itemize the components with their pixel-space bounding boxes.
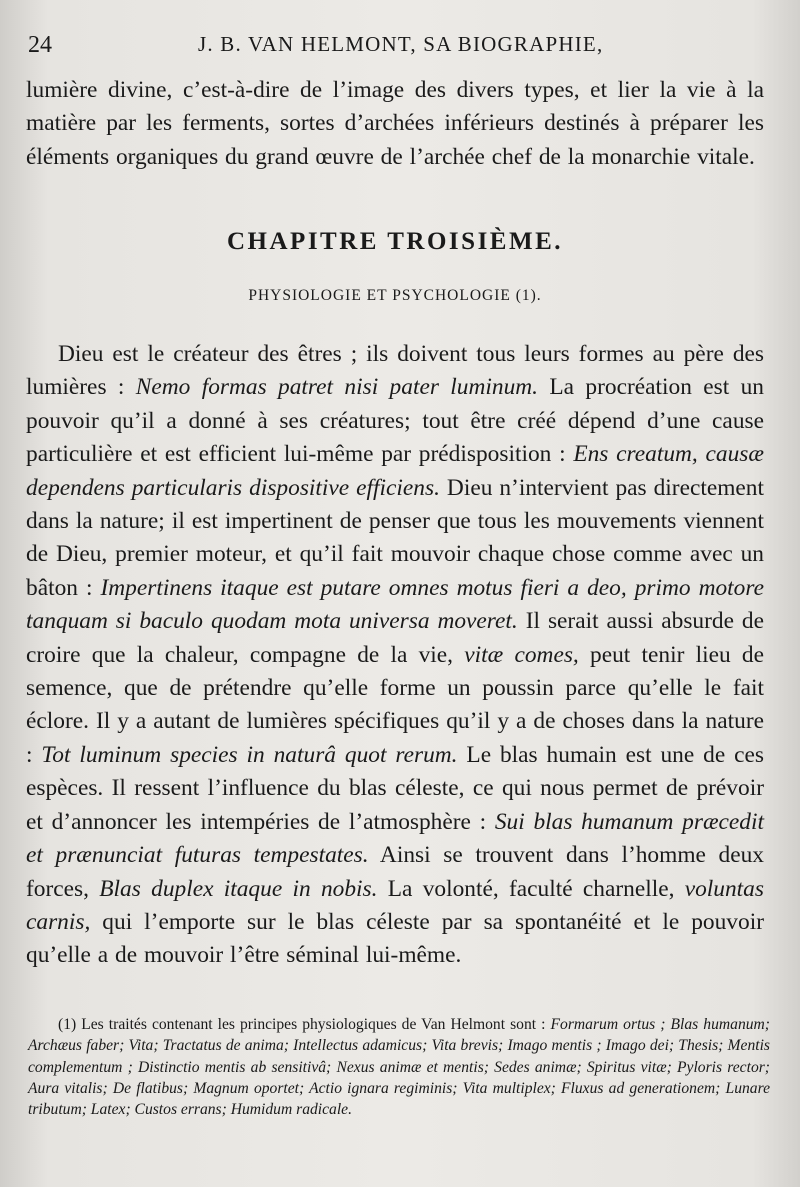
text-run: La volonté, faculté charnelle, (377, 875, 685, 902)
italic-latin-text: Ens creatum, causæ dependens particularis dispositive efficiens. (26, 441, 765, 501)
text-run: (1) Les traités contenant les principes physiologiques de Van Helmont sont : (58, 1016, 551, 1033)
intro-paragraph: lumière divine, c’est-à-dire de l’image des divers types, et lier la vie à la matière par les ferments, sortes d’archées inférieurs destinés à préparer les éléments organiques du grand œuvre de l’archée chef de la monarchie vitale. (26, 77, 764, 170)
text-run: Ainsi se trouvent dans l’homme deux forces, (26, 842, 764, 902)
italic-latin-text: Tot luminum species in naturâ quot rerum. (41, 741, 458, 768)
running-head: J. B. VAN HELMONT, SA BIOGRAPHIE, (198, 32, 604, 56)
text-run: Le blas humain est une de ces espèces. Il ressent l’influence du blas céleste, ce qui nous permet de prévoir et d’annoncer les intempéries de l’atmosphère : (26, 741, 764, 835)
italic-latin-text: Impertinens itaque est putare omnes motus fieri a deo, primo motore tanquam si baculo quodam mota universa moveret. (26, 574, 764, 635)
italic-latin-text: vitæ comes, (464, 641, 579, 668)
italic-latin-text: voluntas carnis, (26, 875, 764, 935)
chapter-title: CHAPITRE TROISIÈME. (227, 228, 563, 255)
footnote-text (28, 1016, 770, 1118)
page-number: 24 (28, 32, 52, 58)
italic-latin-text: Formarum ortus ; Blas humanum; Archæus faber; Vita; Tractatus de anima; Intellectus adamicus; Vita brevis; Imago mentis ; Imago dei; Thesis; Mentis complementum ; Distinctio mentis ab sensitivâ; Nexus animæ et mentis; Sedes animæ; Spiritus vitæ; Pyloris rector; Aura vitalis; De flatibus; Magnum oportet; Actio ignara regiminis; Vita multiplex; Fluxus ad generationem; Lunare tributum; Latex; Custos errans; Humidum radicale. (28, 1016, 770, 1119)
text-run: Il serait aussi absurde de croire que la chaleur, compagne de la vie, (26, 608, 765, 668)
text-run: peut tenir lieu de semence, que de prétendre qu’elle forme un poussin parce qu’elle le fait éclore. Il y a autant de lumières spécifiques qu’il y a de choses dans la nature : (26, 641, 764, 768)
italic-latin-text: Nemo formas patret nisi pater luminum. (135, 374, 539, 401)
page-header (28, 28, 760, 64)
italic-latin-text: Sui blas humanum præcedit et prænunciat futuras tempestates. (26, 808, 764, 869)
text-run: La procréation est un pouvoir qu’il a donné à ses créatures; tout être créé dépend d’une cause particulière et est efficient lui-même par prédisposition : (26, 374, 764, 468)
text-run: qui l’emporte sur le blas céleste par sa spontanéité et le pouvoir qu’elle a de mouvoir l’être séminal lui-même. (26, 908, 764, 969)
main-paragraph (26, 338, 764, 973)
main-paragraph-text (26, 341, 764, 968)
italic-latin-text: Blas duplex itaque in nobis. (99, 875, 378, 902)
text-run: Dieu est le créateur des êtres ; ils doivent tous leurs formes au père des lumières : (26, 341, 764, 401)
text-run: Dieu n’intervient pas directement dans la nature; il est impertinent de penser que tous les mouvements viennent de Dieu, premier moteur, et qu’il fait mouvoir chaque chose comme avec un bâton : (26, 474, 764, 601)
chapter-subtitle: PHYSIOLOGIE ET PSYCHOLOGIE (1). (248, 287, 542, 304)
footnote (28, 1014, 770, 1120)
